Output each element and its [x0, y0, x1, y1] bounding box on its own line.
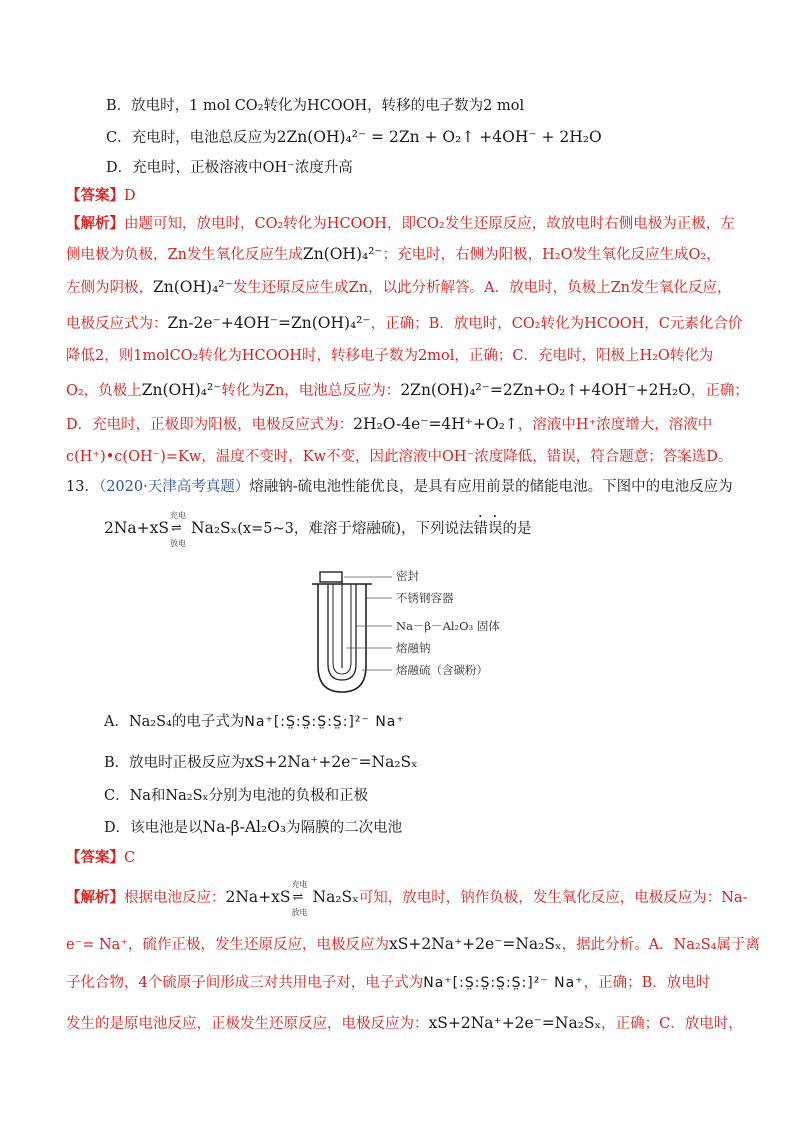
q12-option-c-equation: 2Zn(OH)₄²⁻ = 2Zn + O₂↑ +4OH⁻ + 2H₂O: [276, 128, 602, 146]
analysis-text: 左侧为阴极，: [66, 280, 153, 296]
analysis-formula: xS+2Na⁺+2e⁻=Na₂Sₓ: [388, 935, 562, 953]
q12-option-c-prefix: C．充电时，电池总反应为: [106, 130, 277, 146]
option-d-prefix: D．该电池是以: [104, 820, 203, 836]
analysis-tag: 【解析】: [66, 215, 124, 232]
analysis-text: ，溶液中H⁺浓度增大，溶液中: [517, 417, 713, 433]
answer-tag: 【答案】: [66, 187, 124, 204]
emphasized-word: 错误: [473, 521, 503, 537]
q13-stem-line-1: [66, 477, 733, 497]
reaction-right: Na₂Sₓ: [312, 888, 359, 906]
q13-option-c: C．Na和Na₂Sₓ分别为电池的负极和正极: [104, 788, 369, 804]
arrow-label-discharge: 放电: [170, 539, 187, 548]
analysis-text: ，据此分析。A．Na₂S₄属于离: [561, 937, 760, 953]
q13-stem-line-2: [104, 511, 532, 548]
analysis-formula: 2Zn(OH)₄²⁻=2Zn+O₂↑+4OH⁻+2H₂O: [400, 381, 691, 399]
analysis-text: ；充电时，右侧为阳极，H₂O发生氧化反应生成O₂，: [382, 247, 721, 263]
analysis-text: 子化合物，4个硫原子间形成三对共用电子对，电子式为: [66, 975, 424, 991]
analysis-text: ，正确；: [690, 383, 749, 399]
question-number: 13．: [66, 479, 99, 495]
question-stem: 熔融钠-硫电池性能优良，是具有应用前景的储能电池。下图中的电池反应为: [249, 479, 733, 495]
option-b-prefix: B．放电时正极反应为: [104, 755, 246, 771]
lewis-structure: Na⁺[:S̤:S̤:S̤:S̤:]²⁻ Na⁺: [423, 975, 584, 991]
q13-analysis-line-1: [66, 880, 748, 917]
q12-option-d: D．充电时，正极溶液中OH⁻浓度升高: [106, 160, 353, 176]
analysis-text: 根据电池反应：: [124, 890, 226, 906]
analysis-text: 可知，放电时，钠作负极，发生氧化反应，电极反应为：Na-: [358, 890, 748, 906]
reversible-arrow: [169, 511, 191, 548]
analysis-text: 发生还原反应生成Zn，以此分析解答。A．放电时，负极上Zn发生氧化反应，: [232, 280, 732, 296]
q12-analysis-line-2: [66, 244, 721, 265]
diagram-label-molten-sulfur: 熔融硫（含碳粉）: [396, 663, 488, 677]
q12-option-c: [106, 127, 602, 148]
equilibrium-arrow-icon: ⇌: [292, 890, 304, 905]
analysis-text: 由题可知，放电时，CO₂转化为HCOOH，即CO₂发生还原反应，故放电时右侧电极为正极，左: [124, 216, 735, 232]
question-stem: (x=5~3，难溶于熔融硫)，下列说法: [237, 521, 474, 537]
q12-analysis-line-5: 降低2，则1molCO₂转化为HCOOH时，转移电子数为2mol，正确；C．充电时，阳极上H₂O转化为: [66, 348, 714, 364]
analysis-text: O₂，负极上: [66, 383, 142, 399]
answer-value: D: [124, 188, 136, 204]
answer-tag: 【答案】: [66, 849, 124, 866]
diagram-label-molten-sodium: 熔融钠: [396, 641, 431, 655]
arrow-label-charge: 充电: [291, 880, 308, 889]
analysis-text: 转化为Zn，电池总反应为：: [221, 383, 401, 399]
analysis-text: ，正确；B．放电时，CO₂转化为HCOOH，C元素化合价: [370, 316, 743, 332]
q12-analysis-line-8: c(H⁺)•c(OH⁻)=Kw，温度不变时，Kw不变，因此溶液中OH⁻浓度降低，错误，符合题意；答案选D。: [66, 449, 733, 465]
option-d-formula: Na-β-Al₂O₃: [202, 818, 287, 836]
q12-analysis-line-4: [66, 313, 742, 334]
q12-analysis-line-6: [66, 380, 749, 401]
analysis-formula: Zn(OH)₄²⁻: [302, 245, 383, 263]
option-b-equation: xS+2Na⁺+2e⁻=Na₂Sₓ: [245, 753, 418, 771]
question-source: （2020·天津高考真题）: [98, 479, 250, 495]
q13-answer: [66, 848, 135, 868]
analysis-text: D．充电时，正极即为阳极，电极反应式为：: [66, 417, 354, 433]
diagram-label-seal: 密封: [396, 569, 419, 583]
arrow-label-discharge: 放电: [291, 908, 308, 917]
reaction-left: 2Na+xS: [225, 888, 291, 906]
seal-cap: [320, 572, 342, 582]
q12-answer: [66, 186, 136, 206]
q12-analysis-line-7: [66, 414, 712, 435]
reaction-left: 2Na+xS: [104, 519, 170, 537]
reaction-right: Na₂Sₓ: [191, 519, 238, 537]
q13-analysis-line-4: [66, 1013, 743, 1034]
diagram-label-alumina-solid: Na－β－Al₂O₃ 固体: [396, 619, 500, 633]
analysis-formula: Zn-2e⁻+4OH⁻=Zn(OH)₄²⁻: [167, 314, 371, 332]
q13-option-b: [104, 752, 418, 773]
q12-analysis-line-1: [66, 214, 735, 234]
option-d-suffix: 为隔膜的二次电池: [286, 820, 403, 836]
equilibrium-arrow-icon: ⇌: [171, 521, 182, 536]
answer-value: C: [124, 850, 136, 866]
analysis-tag: 【解析】: [66, 889, 124, 906]
option-a-prefix: A．Na₂S₄的电子式为: [104, 714, 245, 730]
analysis-text: ，正确；B．放电时: [583, 975, 711, 991]
q13-analysis-line-3: [66, 973, 710, 993]
battery-diagram: [300, 568, 530, 698]
reversible-arrow: [291, 880, 313, 917]
diagram-label-steel-container: 不锈钢容器: [396, 591, 454, 605]
arrow-label-charge: 充电: [170, 511, 187, 520]
q12-analysis-line-3: [66, 277, 731, 298]
analysis-formula: xS+2Na⁺+2e⁻=Na₂Sₓ: [428, 1014, 602, 1032]
analysis-text: ，正确；C．放电时，: [601, 1016, 743, 1032]
analysis-text: 侧电极为负极，Zn发生氧化反应生成: [66, 247, 303, 263]
analysis-formula: Zn(OH)₄²⁻: [153, 278, 233, 296]
q13-option-a: [104, 712, 405, 732]
analysis-text: e⁻= Na⁺，硫作正极，发生还原反应，电极反应为: [66, 937, 389, 953]
analysis-text: 电极反应式为：: [66, 316, 168, 332]
lewis-structure: Na⁺[:S̤:S̤:S̤:S̤:]²⁻ Na⁺: [244, 714, 405, 730]
q13-option-d: [104, 817, 402, 838]
q12-option-b: B．放电时，1 mol CO₂转化为HCOOH，转移的电子数为2 mol: [106, 98, 525, 114]
analysis-text: 发生的是原电池反应，正极发生还原反应，电极反应为：: [66, 1016, 429, 1032]
analysis-formula: Zn(OH)₄²⁻: [141, 381, 222, 399]
question-stem: 的是: [502, 521, 532, 537]
analysis-formula: 2H₂O-4e⁻=4H⁺+O₂↑: [353, 415, 518, 433]
q13-analysis-line-2: [66, 934, 760, 955]
